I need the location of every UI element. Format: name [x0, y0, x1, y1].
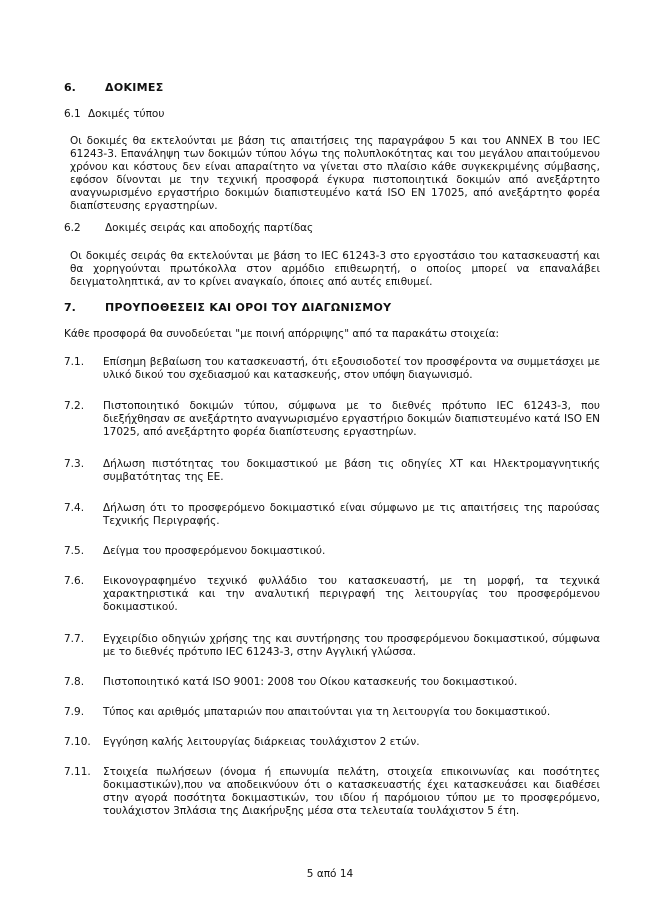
item-text: Εγγύηση καλής λειτουργίας διάρκειας τουλάχιστον 2 ετών. [103, 736, 420, 748]
item-number: 7.2. [64, 400, 85, 412]
section-6-title: ΔΟΚΙΜΕΣ [105, 81, 164, 94]
section-6-number: 6. [64, 81, 76, 94]
page-number: 5 από 14 [306, 868, 354, 880]
item-text: Πιστοποιητικό δοκιμών τύπου, σύμφωνα με το διεθνές πρότυπο IEC 61243-3, που διεξήχθησαν σε ανεξάρτητο αναγνωρισμένο εργαστήριο δοκιμών διαπιστευμένο κατά ISO EN 17025, από ανεξάρτητο φορέα διαπίστευσης εργαστηρίων. [103, 400, 600, 438]
subsection-6-2-title: Δοκιμές σειράς και αποδοχής παρτίδας [105, 222, 314, 234]
item-text: Πιστοποιητικό κατά ISO 9001: 2008 του Οίκου κατασκευής του δοκιμαστικού. [103, 676, 518, 688]
section-7-number: 7. [64, 301, 76, 314]
subsection-6-2-body: Οι δοκιμές σειράς θα εκτελούνται με βάση το IEC 61243-3 στο εργοστάσιο του κατασκευαστή και θα χορηγούνται πρωτόκολλα στον αρμόδιο επιθεωρητή, ο οποίος μπορεί να επαναλάβει δειγματοληπτικά, αν το κρίνει αναγκαίο, όποιες από αυτές επιθυμεί. [70, 250, 600, 288]
item-text: Δήλωση πιστότητας του δοκιμαστικού με βάση τις οδηγίες ΧΤ και Ηλεκτρομαγνητικής συμβατότητας της ΕΕ. [103, 458, 600, 483]
item-number: 7.4. [64, 502, 85, 514]
item-text: Εικονογραφημένο τεχνικό φυλλάδιο του κατασκευαστή, με τη μορφή, τα τεχνικά χαρακτηριστικά και την αναλυτική περιγραφή της λειτουργίας του προσφερόμενου δοκιμαστικού. [103, 575, 600, 613]
item-number: 7.1. [64, 356, 85, 368]
item-text: Δείγμα του προσφερόμενου δοκιμαστικού. [103, 545, 326, 557]
item-text: Τύπος και αριθμός μπαταριών που απαιτούνται για τη λειτουργία του δοκιμαστικού. [103, 706, 551, 718]
section-7-intro: Κάθε προσφορά θα συνοδεύεται "με ποινή απόρριψης" από τα παρακάτω στοιχεία: [64, 328, 500, 340]
item-text: Εγχειρίδιο οδηγιών χρήσης της και συντήρησης του προσφερόμενου δοκιμαστικού, σύμφωνα με το διεθνές πρότυπο IEC 61243-3, στην Αγγλική γλώσσα. [103, 633, 600, 658]
item-number: 7.9. [64, 706, 85, 718]
item-number: 7.3. [64, 458, 85, 470]
item-text: Δήλωση ότι το προσφερόμενο δοκιμαστικό είναι σύμφωνο με τις απαιτήσεις της παρούσας Τεχνικής Περιγραφής. [103, 502, 600, 527]
item-text: Επίσημη βεβαίωση του κατασκευαστή, ότι εξουσιοδοτεί τον προσφέροντα να συμμετάσχει με υλικό δικού του σχεδιασμού και κατασκευής, στον υπόψη διαγωνισμό. [103, 356, 600, 381]
item-number: 7.11. [64, 766, 91, 778]
item-number: 7.5. [64, 545, 85, 557]
item-text: Στοιχεία πωλήσεων (όνομα ή επωνυμία πελάτη, στοιχεία επικοινωνίας και ποσότητες δοκιμαστικών),που να αποδεικνύουν ότι ο κατασκευαστής έχει κατασκευάσει και διαθέσει στην αγορά ποσότητα δοκιμαστικών, του ιδίου ή παρόμοιου τύπου με το προσφερόμενο, τουλάχιστον 3πλάσια της Διακήρυξης μέσα στα τελευταία τουλάχιστον 5 έτη. [103, 766, 600, 817]
subsection-6-2-number: 6.2 [64, 222, 81, 234]
subsection-6-1-body: Οι δοκιμές θα εκτελούνται με βάση τις απαιτήσεις της παραγράφου 5 και του ANNEX B του IEC 61243-3. Επανάληψη των δοκιμών τύπου λόγω της πολυπλοκότητας και του μεγάλου απαιτούμενου χρόνου και κόστους δεν είναι απαραίτητο να γίνεται στο πλαίσιο κάθε συγκεκριμένης σύμβασης, εφόσον δίνονται με την τεχνική προσφορά έγκυρα πιστοποιητικά δοκιμών από ανεξάρτητο αναγνωρισμένο εργαστήριο δοκιμών διαπιστευμένο κατά ISO EN 17025, από ανεξάρτητο φορέα διαπίστευσης εργαστηρίων. [70, 135, 600, 212]
item-number: 7.7. [64, 633, 85, 645]
item-number: 7.6. [64, 575, 85, 587]
section-7-title: ΠΡΟΥΠΟΘΕΣΕΙΣ ΚΑΙ ΟΡΟΙ ΤΟΥ ΔΙΑΓΩΝΙΣΜΟΥ [105, 301, 392, 314]
item-number: 7.10. [64, 736, 91, 748]
item-number: 7.8. [64, 676, 85, 688]
subsection-6-1-number: 6.1 [64, 108, 81, 120]
subsection-6-1-title: Δοκιμές τύπου [88, 108, 165, 120]
